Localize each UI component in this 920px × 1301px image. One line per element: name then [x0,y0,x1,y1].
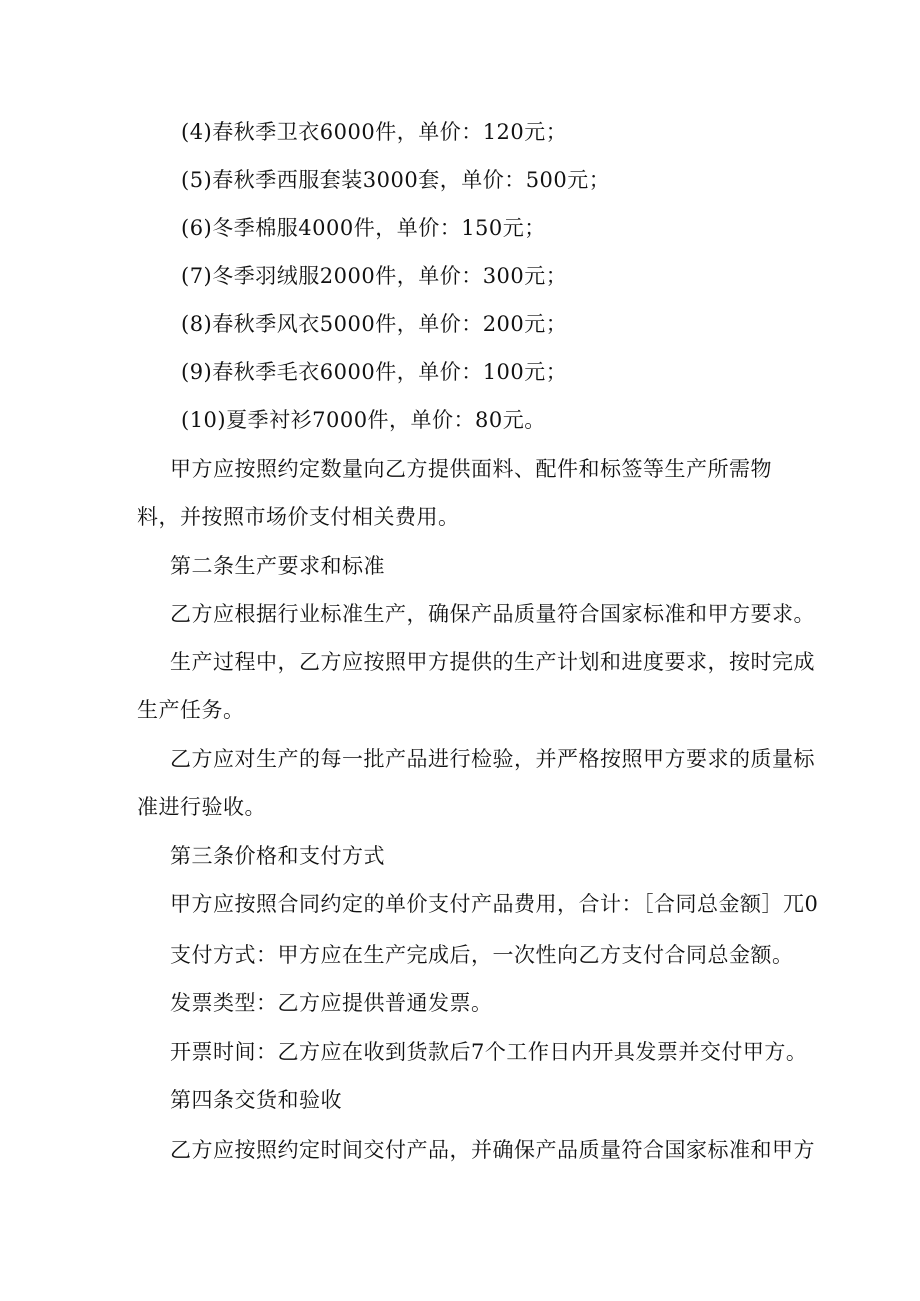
paragraph-materials: 甲方应按照约定数量向乙方提供面料、配件和标签等生产所需物 [170,457,772,481]
item-line-10: (10)夏季衬衫7000件，单价：80元。 [181,408,546,432]
heading-article-3: 第三条价格和支付方式 [170,844,385,868]
paragraph-delivery: 乙方应按照约定时间交付产品，并确保产品质量符合国家标准和甲方 [170,1138,815,1162]
paragraph-standard: 乙方应根据行业标准生产，确保产品质量符合国家标准和甲方要求。 [170,602,815,626]
paragraph-process-cont: 生产任务。 [137,698,245,722]
paragraph-invoice-time: 开票时间：乙方应在收到货款后7个工作日内开具发票并交付甲方。 [170,1040,808,1064]
paragraph-inspection-cont: 准进行验收。 [137,795,266,819]
item-line-5: (5)春秋季西服套装3000套，单价：500元； [181,168,611,192]
item-line-4: (4)春秋季卫衣6000件，单价：120元； [181,120,568,144]
paragraph-process: 生产过程中，乙方应按照甲方提供的生产计划和进度要求，按时完成 [170,650,815,674]
paragraph-invoice-type: 发票类型：乙方应提供普通发票。 [170,991,493,1015]
item-line-9: (9)春秋季毛衣6000件，单价：100元； [181,360,568,384]
item-line-7: (7)冬季羽绒服2000件，单价：300元； [181,264,568,288]
item-line-6: (6)冬季棉服4000件，单价：150元； [181,216,546,240]
heading-article-4: 第四条交货和验收 [170,1088,342,1112]
item-line-8: (8)春秋季风衣5000件，单价：200元； [181,312,568,336]
paragraph-price: 甲方应按照合同约定的单价支付产品费用，合计：［合同总金额］兀0 [170,892,819,916]
heading-article-2: 第二条生产要求和标准 [170,554,385,578]
paragraph-materials-cont: 料，并按照市场价支付相关费用。 [137,505,460,529]
paragraph-inspection: 乙方应对生产的每一批产品进行检验，并严格按照甲方要求的质量标 [170,747,815,771]
paragraph-payment: 支付方式：甲方应在生产完成后，一次性向乙方支付合同总金额。 [170,943,794,967]
